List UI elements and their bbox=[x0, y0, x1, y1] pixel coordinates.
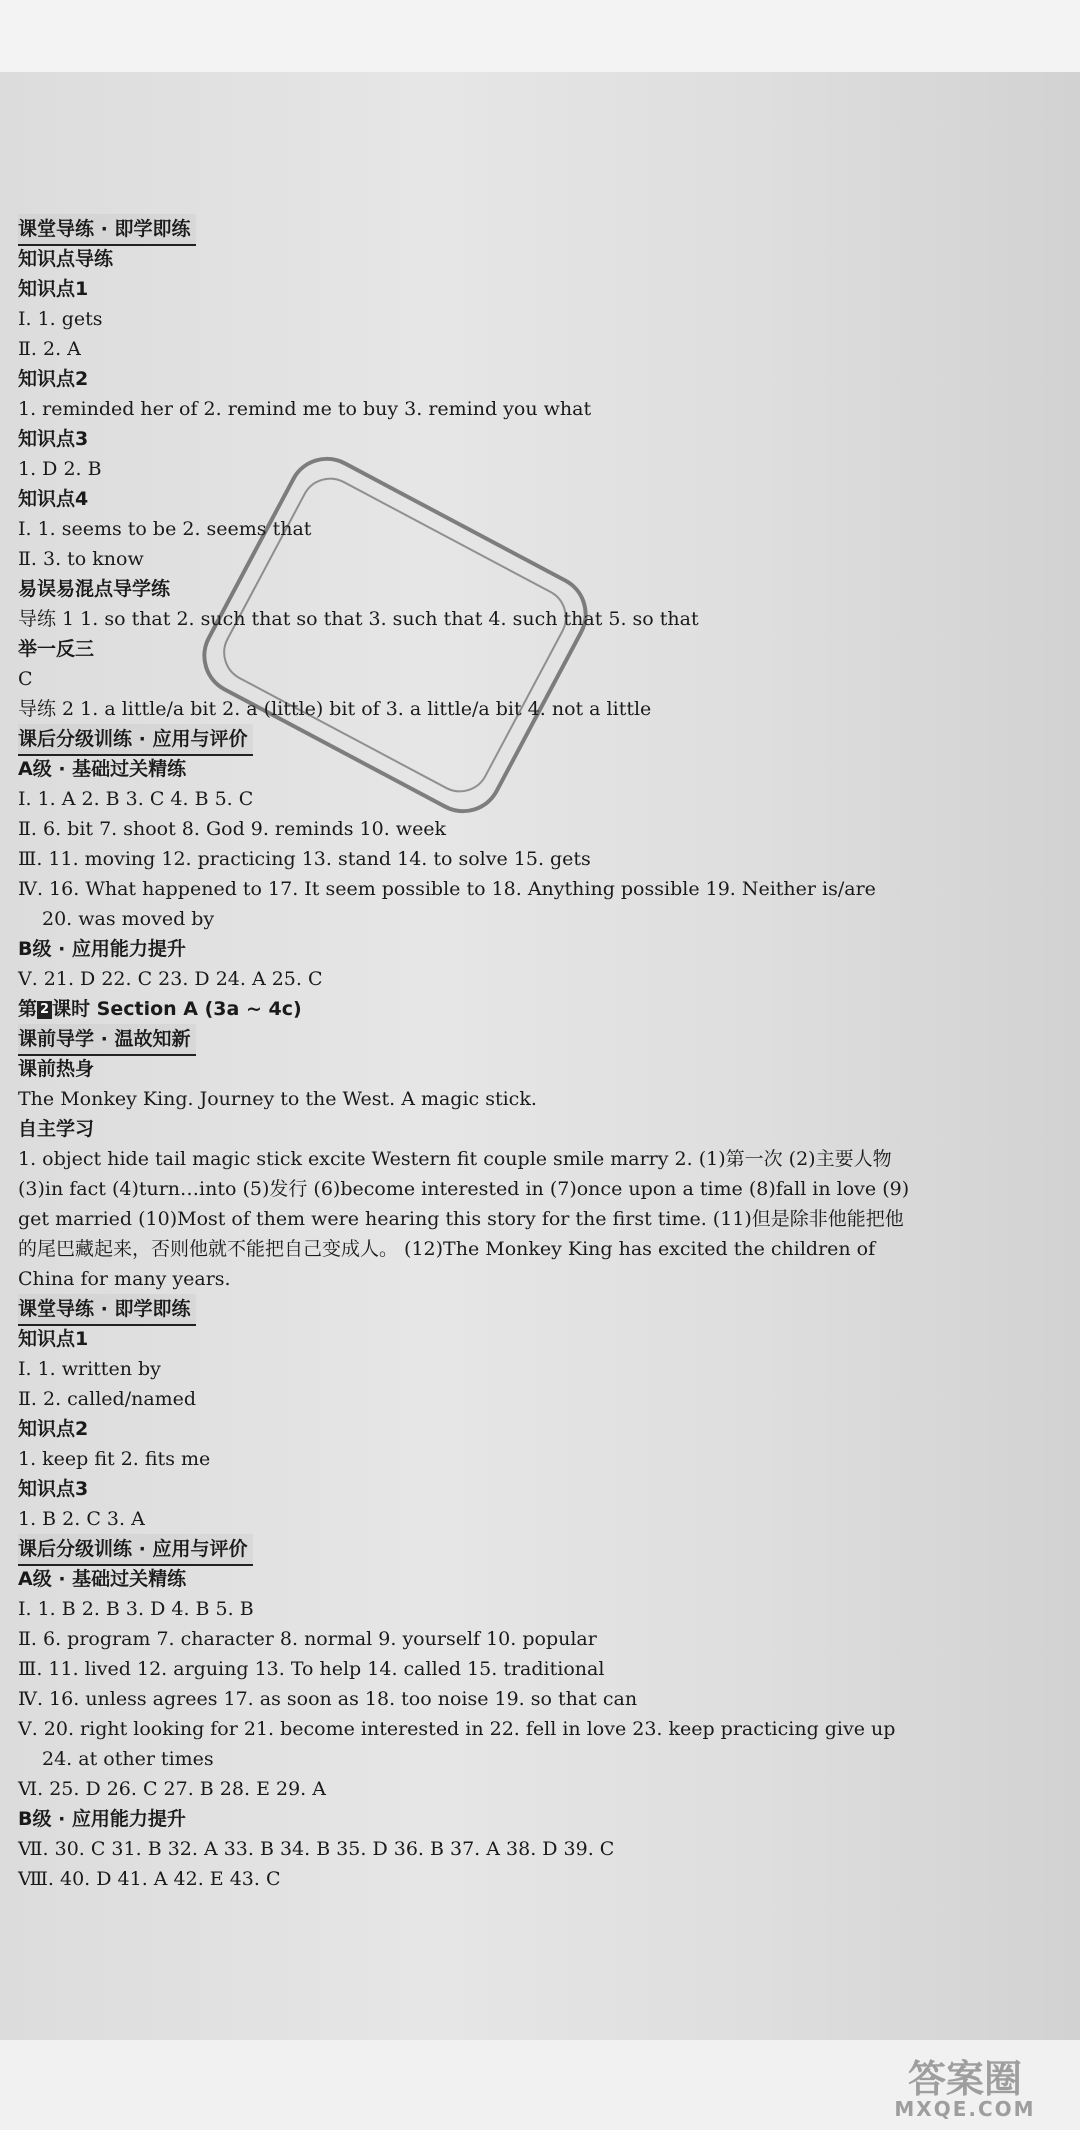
level-title: B级 · 应用能力提升 bbox=[18, 1808, 186, 1830]
site-watermark-logo bbox=[860, 2057, 1070, 2121]
subheading: 知识点导练 bbox=[18, 248, 114, 270]
lesson-title bbox=[18, 994, 918, 1024]
subheading: 举一反三 bbox=[18, 638, 95, 660]
watermark-main-text: 答案圈 bbox=[907, 2057, 1022, 2101]
lesson-suffix: 课时 Section A (3a ~ 4c) bbox=[52, 998, 302, 1020]
answer-content bbox=[18, 214, 918, 1894]
section-header: 课堂导练 · 即学即练 bbox=[18, 1294, 196, 1326]
subheading: 自主学习 bbox=[18, 1118, 95, 1140]
answer-line: Ⅴ. 21. D 22. C 23. D 24. A 25. C bbox=[18, 968, 323, 990]
subheading: 课前热身 bbox=[18, 1058, 95, 1080]
section-header: 课前导学 · 温故知新 bbox=[18, 1024, 196, 1056]
answer-line: Ⅰ. 1. written by bbox=[18, 1358, 161, 1380]
answer-line: Ⅰ. 1. B 2. B 3. D 4. B 5. B bbox=[18, 1598, 254, 1620]
watermark-url-text: MXQE.COM bbox=[894, 2097, 1036, 2121]
section-header: 课后分级训练 · 应用与评价 bbox=[18, 1534, 253, 1566]
kp-title: 知识点3 bbox=[18, 428, 89, 450]
answer-line: Ⅱ. 2. called/named bbox=[18, 1388, 197, 1410]
answer-line: 导练 1 1. so that 2. such that so that 3. such that 4. such that 5. so that bbox=[18, 608, 699, 630]
answer-line: 20. was moved by bbox=[42, 908, 215, 930]
answer-line: Ⅱ. 3. to know bbox=[18, 548, 144, 570]
lesson-prefix: 第 bbox=[18, 998, 38, 1020]
answer-line: 24. at other times bbox=[42, 1748, 214, 1770]
kp-title: 知识点4 bbox=[18, 488, 89, 510]
answer-line: Ⅴ. 20. right looking for 21. become interested in 22. fell in love 23. keep practicing give up bbox=[18, 1718, 896, 1740]
answer-line: Ⅰ. 1. A 2. B 3. C 4. B 5. C bbox=[18, 788, 254, 810]
answer-line: Ⅱ. 2. A bbox=[18, 338, 81, 360]
answer-line: Ⅳ. 16. What happened to 17. It seem possible to 18. Anything possible 19. Neither is/are bbox=[18, 878, 876, 900]
kp-title: 知识点1 bbox=[18, 278, 89, 300]
answer-line: 1. D 2. B bbox=[18, 458, 102, 480]
answer-paragraph: 1. object hide tail magic stick excite Western fit couple smile marry 2. (1)第一次 (2)主要人物 (3)in fact (4)turn…into (5)发行 (6)become interested in (7)once upon a time (8)fall in love (9) get married (10)Most of them were hearing this story for the first time. (11)但是除非他能把他的尾巴藏起来，否则他就不能把自己变成人。 (12)The Monkey King has excited the children of China for many years. bbox=[18, 1148, 910, 1290]
level-title: B级 · 应用能力提升 bbox=[18, 938, 186, 960]
kp-title: 知识点1 bbox=[18, 1328, 89, 1350]
section-header: 课堂导练 · 即学即练 bbox=[18, 214, 196, 246]
answer-line: Ⅵ. 25. D 26. C 27. B 28. E 29. A bbox=[18, 1778, 326, 1800]
subheading: 易误易混点导学练 bbox=[18, 578, 171, 600]
answer-line: The Monkey King. Journey to the West. A magic stick. bbox=[18, 1088, 537, 1110]
answer-line: Ⅲ. 11. moving 12. practicing 13. stand 14. to solve 15. gets bbox=[18, 848, 591, 870]
answer-line: Ⅳ. 16. unless agrees 17. as soon as 18. too noise 19. so that can bbox=[18, 1688, 638, 1710]
answer-line: 1. keep fit 2. fits me bbox=[18, 1448, 211, 1470]
lesson-number-badge: 2 bbox=[37, 1001, 52, 1019]
answer-line: Ⅶ. 30. C 31. B 32. A 33. B 34. B 35. D 36. B 37. A 38. D 39. C bbox=[18, 1838, 615, 1860]
top-margin bbox=[0, 0, 1080, 72]
kp-title: 知识点2 bbox=[18, 368, 89, 390]
answer-line: Ⅲ. 11. lived 12. arguing 13. To help 14. called 15. traditional bbox=[18, 1658, 605, 1680]
answer-line: Ⅷ. 40. D 41. A 42. E 43. C bbox=[18, 1868, 281, 1890]
kp-title: 知识点2 bbox=[18, 1418, 89, 1440]
answer-line: Ⅱ. 6. bit 7. shoot 8. God 9. reminds 10. week bbox=[18, 818, 447, 840]
answer-line: C bbox=[18, 668, 33, 690]
level-title: A级 · 基础过关精练 bbox=[18, 1568, 187, 1590]
answer-line: Ⅰ. 1. gets bbox=[18, 308, 103, 330]
answer-line: 1. B 2. C 3. A bbox=[18, 1508, 145, 1530]
answer-line: Ⅰ. 1. seems to be 2. seems that bbox=[18, 518, 312, 540]
answer-line: 1. reminded her of 2. remind me to buy 3. remind you what bbox=[18, 398, 592, 420]
level-title: A级 · 基础过关精练 bbox=[18, 758, 187, 780]
section-header: 课后分级训练 · 应用与评价 bbox=[18, 724, 253, 756]
answer-line: 导练 2 1. a little/a bit 2. a (little) bit of 3. a little/a bit 4. not a little bbox=[18, 698, 652, 720]
kp-title: 知识点3 bbox=[18, 1478, 89, 1500]
answer-line: Ⅱ. 6. program 7. character 8. normal 9. yourself 10. popular bbox=[18, 1628, 597, 1650]
